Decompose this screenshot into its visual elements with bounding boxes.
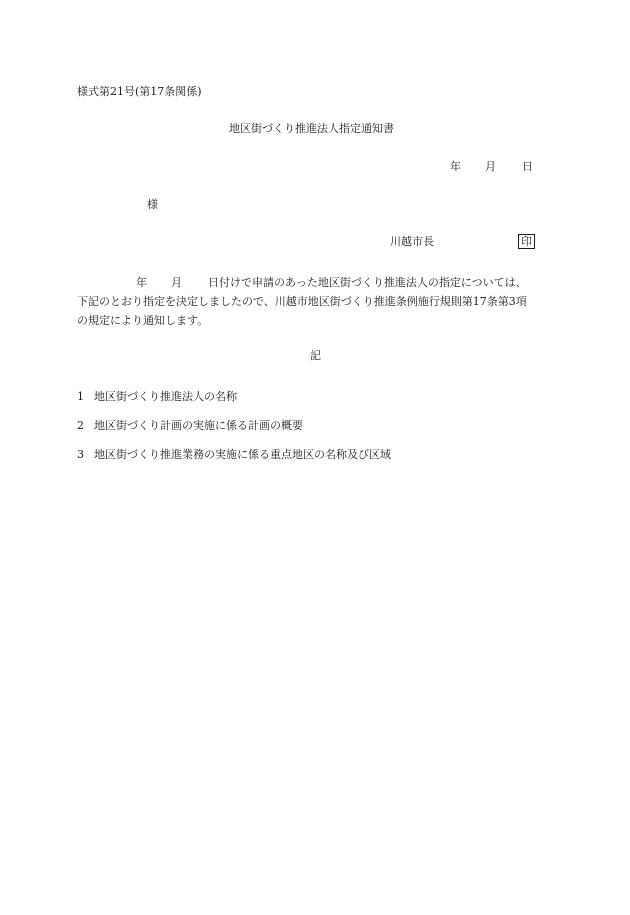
form-number: 様式第21号(第17条関係)	[77, 85, 202, 98]
body-month-label: 月	[171, 276, 182, 289]
date-header	[450, 161, 533, 172]
notice-body-line-3: の規定により通知します。	[77, 314, 209, 327]
list-item	[77, 391, 237, 402]
notice-body-line-2: 下記のとおり指定を決定しましたので、川越市地区街づくり推進条例施行規則第17条第3項	[77, 295, 527, 308]
list-item	[77, 449, 391, 460]
list-item-text: 地区街づくり推進業務の実施に係る重点地区の名称及び区域	[94, 448, 391, 461]
list-item-number: 3	[77, 448, 84, 461]
notice-body	[77, 273, 557, 330]
list-item-text: 地区街づくり推進法人の名称	[94, 390, 237, 403]
ki-heading: 記	[310, 349, 321, 362]
date-year-label: 年	[450, 160, 461, 173]
list-item-number: 1	[77, 390, 84, 403]
document-title: 地区街づくり推進法人指定通知書	[229, 122, 394, 135]
list-item-text: 地区街づくり計画の実施に係る計画の概要	[94, 419, 303, 432]
issuer-name: 川越市長	[390, 235, 434, 248]
date-day-label: 日	[522, 160, 533, 173]
list-item-number: 2	[77, 419, 84, 432]
seal-mark: 印	[518, 234, 535, 249]
addressee-honorific: 様	[147, 198, 158, 211]
body-year-label: 年	[136, 276, 147, 289]
list-item	[77, 420, 303, 431]
notice-body-line-1	[77, 273, 557, 292]
date-month-label: 月	[485, 160, 496, 173]
body-line1-text: 日付けで申請のあった地区街づくり推進法人の指定については、	[208, 276, 527, 289]
